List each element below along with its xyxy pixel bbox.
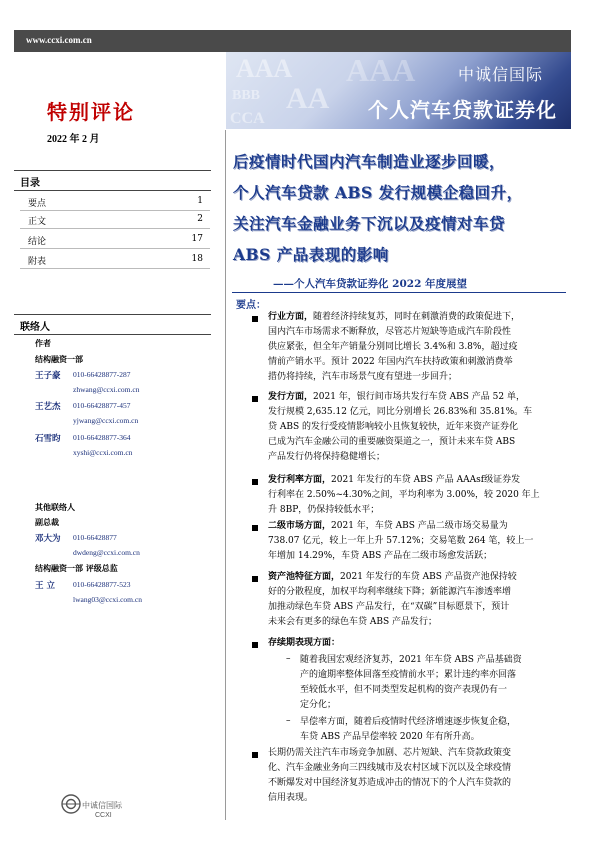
report-category-title: 特别评论 xyxy=(47,100,135,124)
bullet-icon xyxy=(252,396,258,402)
bullet-lead: 二级市场方面， xyxy=(268,521,332,531)
bullet-text: 随着经济持续复苏，同时在刺激消费的政策促进下， xyxy=(313,312,521,322)
dash-icon: – xyxy=(286,654,291,664)
toc-item-page: 18 xyxy=(191,254,203,264)
author-phone: 010-66428877-364 xyxy=(73,433,131,442)
bullet-text: 不断爆发对中国经济复苏造成冲击的情况下的个人汽车贷款的 xyxy=(268,778,512,788)
toc-item-page: 1 xyxy=(197,196,203,206)
toc-separator xyxy=(20,228,210,229)
divider xyxy=(14,170,211,171)
sub-bullet-text: 定分化； xyxy=(300,700,337,710)
bullet-icon xyxy=(252,316,258,322)
summary-bullet xyxy=(268,636,574,651)
contact-name: 邓大为 xyxy=(35,534,61,544)
divider xyxy=(14,334,211,335)
bullet-text: 2021 年，车贷 ABS 产品二级市场交易量为 xyxy=(331,521,508,531)
summary-bullet xyxy=(268,746,574,806)
bullet-text: 2021 年，银行间市场共发行车贷 ABS 产品 52 单， xyxy=(313,392,525,402)
contact-email[interactable]: dwdeng@ccxi.com.cn xyxy=(73,548,140,557)
bullet-text: 2021 年发行的车贷 ABS 产品 AAAsf级证券发 xyxy=(331,475,521,485)
banner-deco-letters: CCA xyxy=(230,110,265,127)
bullet-text: 已成为汽车金融公司的重要融资渠道之一，预计未来车贷 ABS xyxy=(268,437,516,447)
summary-bullet xyxy=(268,390,574,465)
bullet-text: 升 8BP，仍保持较低水平； xyxy=(268,505,380,515)
banner-deco-letters: BBB xyxy=(232,88,261,103)
divider xyxy=(14,314,211,315)
sub-bullet-text: 至较低水平，但不同类型发起机构的资产表现仍有一 xyxy=(300,685,508,695)
toc-separator xyxy=(20,268,210,269)
bullet-text: 情前产销水平。预计 2022 年国内汽车扶持政策和刺激消费举 xyxy=(268,357,513,367)
banner-deco-letters: AAA xyxy=(346,52,416,88)
authors-label: 作者 xyxy=(35,338,51,348)
bullet-icon xyxy=(252,525,258,531)
bullet-icon xyxy=(252,576,258,582)
bullet-text: 发行规模 2,635.12 亿元，同比分别增长 26.83%和 35.81%。车 xyxy=(268,407,533,417)
toc-separator xyxy=(20,210,210,211)
dash-icon: – xyxy=(286,716,291,726)
author-email[interactable]: xyshi@ccxi.com.cn xyxy=(73,448,133,457)
banner-deco-letters: AAA xyxy=(236,54,293,83)
bullet-text: 长期仍需关注汽车市场竞争加剧、芯片短缺、汽车贷款政策变 xyxy=(268,748,512,758)
department-label: 结构融资一部 xyxy=(35,354,83,364)
bullet-lead: 发行利率方面， xyxy=(268,475,332,485)
report-banner xyxy=(226,52,571,129)
toc-item[interactable] xyxy=(28,214,203,227)
author-phone: 010-66428877-457 xyxy=(73,401,131,410)
bullet-text: 供应紧张，但全年产销量分别同比增长 3.4%和 3.8%，超过疫 xyxy=(268,342,518,352)
contact-phone: 010-66428877-523 xyxy=(73,580,131,589)
bullet-text: 未来会有更多的绿色车贷 ABS 产品发行； xyxy=(268,617,438,627)
bullet-lead: 存续期表现方面： xyxy=(268,638,341,648)
summary-title: 要点： xyxy=(236,300,266,311)
summary-bullet xyxy=(268,473,574,518)
vp-label: 副总裁 xyxy=(35,517,59,527)
website-url[interactable]: www.ccxi.com.cn xyxy=(26,35,92,45)
bullet-lead: 行业方面， xyxy=(268,312,314,322)
sub-bullet xyxy=(300,715,570,745)
toc-item[interactable] xyxy=(28,196,203,209)
bullet-text: 加推动绿色车贷 ABS 产品发行，在“双碳”目标愿景下，预计 xyxy=(268,602,510,612)
author-name: 石雪昀 xyxy=(35,434,61,444)
bullet-icon xyxy=(252,752,258,758)
sub-bullet-text: 随着我国宏观经济复苏，2021 年车贷 ABS 产品基础资 xyxy=(300,655,522,665)
toc-item-label: 要点 xyxy=(28,199,47,209)
toc-item-label: 结论 xyxy=(28,237,47,247)
banner-report-type: 个人汽车贷款证券化 xyxy=(368,98,557,122)
bullet-text: 产品发行仍将保持稳健增长； xyxy=(268,452,386,462)
department-label: 结构融资一部 评级总监 xyxy=(35,563,118,573)
toc-item-label: 正文 xyxy=(28,217,47,227)
column-divider xyxy=(225,130,226,820)
toc-item-label: 附表 xyxy=(28,257,47,267)
bullet-lead: 资产池特征方面， xyxy=(268,572,341,582)
contact-phone: 010-66428877 xyxy=(73,533,117,542)
other-contacts-label: 其他联络人 xyxy=(35,502,75,512)
divider xyxy=(232,292,566,293)
author-name: 王子豪 xyxy=(35,371,61,381)
toc-item[interactable] xyxy=(28,254,203,267)
headline-line: 关注汽车金融业务下沉以及疫情对车贷 xyxy=(233,214,506,233)
toc-item-page: 2 xyxy=(197,214,203,224)
subheadline: ——个人汽车贷款证券化 2022 年度展望 xyxy=(273,278,468,290)
summary-bullet xyxy=(268,519,574,564)
toc-item-page: 17 xyxy=(191,234,203,244)
headline-line: ABS 产品表现的影响 xyxy=(233,245,389,264)
bullet-text: 化、汽车金融业务向三四线城市及农村区域下沉以及全球疫情 xyxy=(268,763,512,773)
bullet-text: 好的分散程度，加权平均利率继续下降；新能源汽车渗透率增 xyxy=(268,587,512,597)
top-bar xyxy=(14,30,571,52)
logo-subtext: CCXI xyxy=(95,812,112,819)
banner-deco-letters: AA xyxy=(286,82,330,115)
report-date: 2022 年 2 月 xyxy=(47,134,100,145)
sub-bullet-text: 产的逾期率整体回落至疫情前水平；累计违约率亦回落 xyxy=(300,670,517,680)
author-name: 王艺杰 xyxy=(35,402,61,412)
bullet-text: 措仍将持续，汽车市场景气度有望进一步回升； xyxy=(268,372,458,382)
bullet-text: 738.07 亿元，较上一年上升 57.12%；交易笔数 264 笔，较上一 xyxy=(268,536,534,546)
contacts-title: 联络人 xyxy=(20,322,50,333)
toc-title: 目录 xyxy=(20,178,40,189)
headline-line: 个人汽车贷款 ABS 发行规模企稳回升， xyxy=(233,183,523,202)
banner-company: 中诚信国际 xyxy=(457,65,543,84)
bullet-icon xyxy=(252,479,258,485)
bullet-text: 信用表现。 xyxy=(268,793,314,803)
author-email[interactable]: yjwang@ccxi.com.cn xyxy=(73,416,139,425)
ccxi-logo-icon xyxy=(60,793,82,819)
author-phone: 010-66428877-287 xyxy=(73,370,131,379)
bullet-icon xyxy=(252,642,258,648)
summary-bullet xyxy=(268,570,574,630)
sub-bullet-text: 早偿率方面，随着后疫情时代经济增速逐步恢复企稳， xyxy=(300,717,517,727)
sub-bullet xyxy=(300,653,570,713)
contact-name: 王 立 xyxy=(35,581,55,591)
bullet-lead: 发行方面， xyxy=(268,392,314,402)
toc-item[interactable] xyxy=(28,234,203,247)
contact-email[interactable]: lwang03@ccxi.com.cn xyxy=(73,595,142,604)
author-email[interactable]: zhwang@ccxi.com.cn xyxy=(73,385,140,394)
toc-separator xyxy=(20,248,210,249)
bullet-text: 年增加 14.29%，车贷 ABS 产品在二级市场愈发活跃； xyxy=(268,551,493,561)
sub-bullet-text: 车贷 ABS 产品早偿率较 2020 年有所升高。 xyxy=(300,732,480,742)
logo-text: 中诚信国际 xyxy=(82,801,122,810)
bullet-text: 2021 年发行的车贷 ABS 产品资产池保持较 xyxy=(340,572,517,582)
bullet-text: 国内汽车市场需求不断释放，尽管芯片短缺等造成汽车阶段性 xyxy=(268,327,512,337)
bullet-text: 贷 ABS 的发行受疫情影响较小且恢复较快，近年来资产证券化 xyxy=(268,422,519,432)
summary-bullet xyxy=(268,310,574,385)
bullet-text: 行利率在 2.50%~4.30%之间，平均利率为 3.00%，较 2020 年上 xyxy=(268,490,540,500)
divider xyxy=(14,190,211,191)
headline-line: 后疫情时代国内汽车制造业逐步回暖， xyxy=(233,152,506,171)
